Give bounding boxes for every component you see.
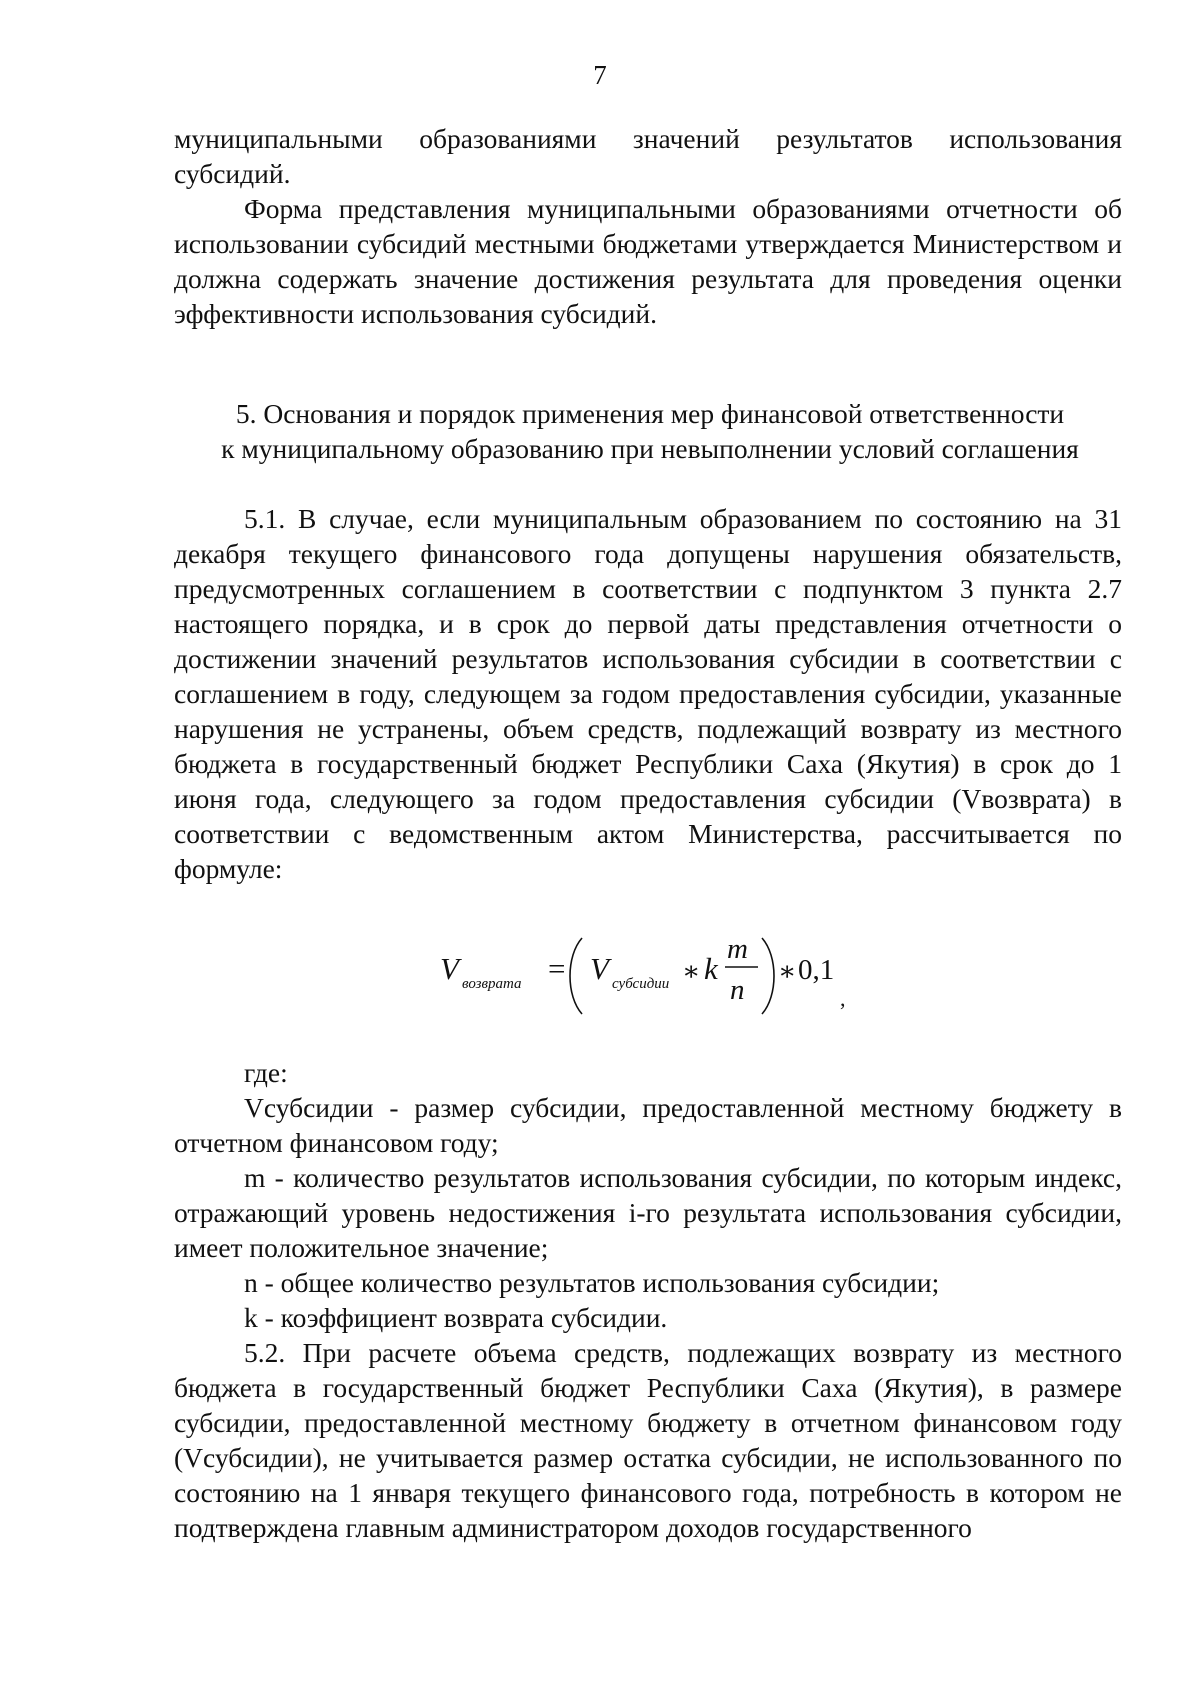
formula-numerator: m [727, 933, 748, 965]
return-formula [440, 926, 870, 1026]
where-label: где: [244, 1057, 288, 1088]
formula-denominator: n [730, 974, 745, 1006]
section-heading [150, 396, 1150, 466]
top-paragraph-block [174, 121, 1122, 331]
formula-trailing-comma: , [840, 986, 846, 1011]
page-number: 7 [593, 60, 607, 90]
formula-rhs-sub: субсидии [612, 976, 670, 992]
definition-v-subsidy: Vсубсидии - размер субсидии, предоставленной местному бюджету в отчетном финансовом году; [174, 1092, 1122, 1158]
form-paragraph: Форма представления муниципальными образованиями отчетности об использовании субсидий местными бюджетами утверждается Министерством и должна содержать значение достижения результата для проведения оценки эффективности использования субсидий. [174, 193, 1122, 329]
formula-op1: ∗ [682, 956, 701, 986]
formula-rhs-var: V [590, 951, 609, 986]
formula-lhs-sub: возврата [462, 976, 522, 992]
formula-equals: = [548, 951, 566, 986]
definition-k: k - коэффициент возврата субсидии. [244, 1302, 668, 1333]
section-heading-line1: 5. Основания и порядок применения мер финансовой ответственности [235, 398, 1065, 429]
formula-factor: 0,1 [798, 954, 835, 986]
definitions-block [174, 1090, 1122, 1545]
definition-m: m - количество результатов использования субсидии, по которым индекс, отражающий уровень недостижения i-го результата использования субсидии, имеет положительное значение; [174, 1162, 1122, 1263]
top-paragraph: муниципальными образованиями значений результатов использования субсидий. [174, 123, 1122, 189]
paragraph-5-2: 5.2. При расчете объема средств, подлежащих возврату из местного бюджета в государственный бюджет Республики Саха (Якутия), в размере субсидии, предоставленной местному бюджету в отчетном финансовом году (Vсубсидии), не учитывается размер остатка субсидии, не использованного по состоянию на 1 января текущего финансового года, потребность в котором не подтверждена главным администратором доходов государственного [174, 1337, 1122, 1543]
formula-op2: ∗ [778, 956, 797, 986]
definition-n: n - общее количество результатов использования субсидии; [244, 1267, 940, 1298]
formula-k: k [704, 951, 718, 986]
paragraph-5-1-block [174, 501, 1122, 886]
formula-left-paren [570, 938, 582, 1014]
formula-right-paren [762, 938, 774, 1014]
formula-lhs-var: V [440, 951, 459, 986]
paragraph-5-1: 5.1. В случае, если муниципальным образованием по состоянию на 31 декабря текущего финансового года допущены нарушения обязательств, предусмотренных соглашением в соответствии с подпунктом 3 пункта 2.7 настоящего порядка, и в срок до первой даты представления отчетности о достижении значений результатов использования субсидии в соответствии с соглашением в году, следующем за годом предоставления субсидии, указанные нарушения не устранены, объем средств, подлежащий возврату из местного бюджета в государственный бюджет Республики Саха (Якутия) в срок до 1 июня года, следующего за годом предоставления субсидии (Vвозврата) в соответствии с ведомственным актом Министерства, рассчитывается по формуле: [174, 503, 1122, 884]
section-heading-line2: к муниципальному образованию при невыполнении условий соглашения [221, 433, 1079, 464]
